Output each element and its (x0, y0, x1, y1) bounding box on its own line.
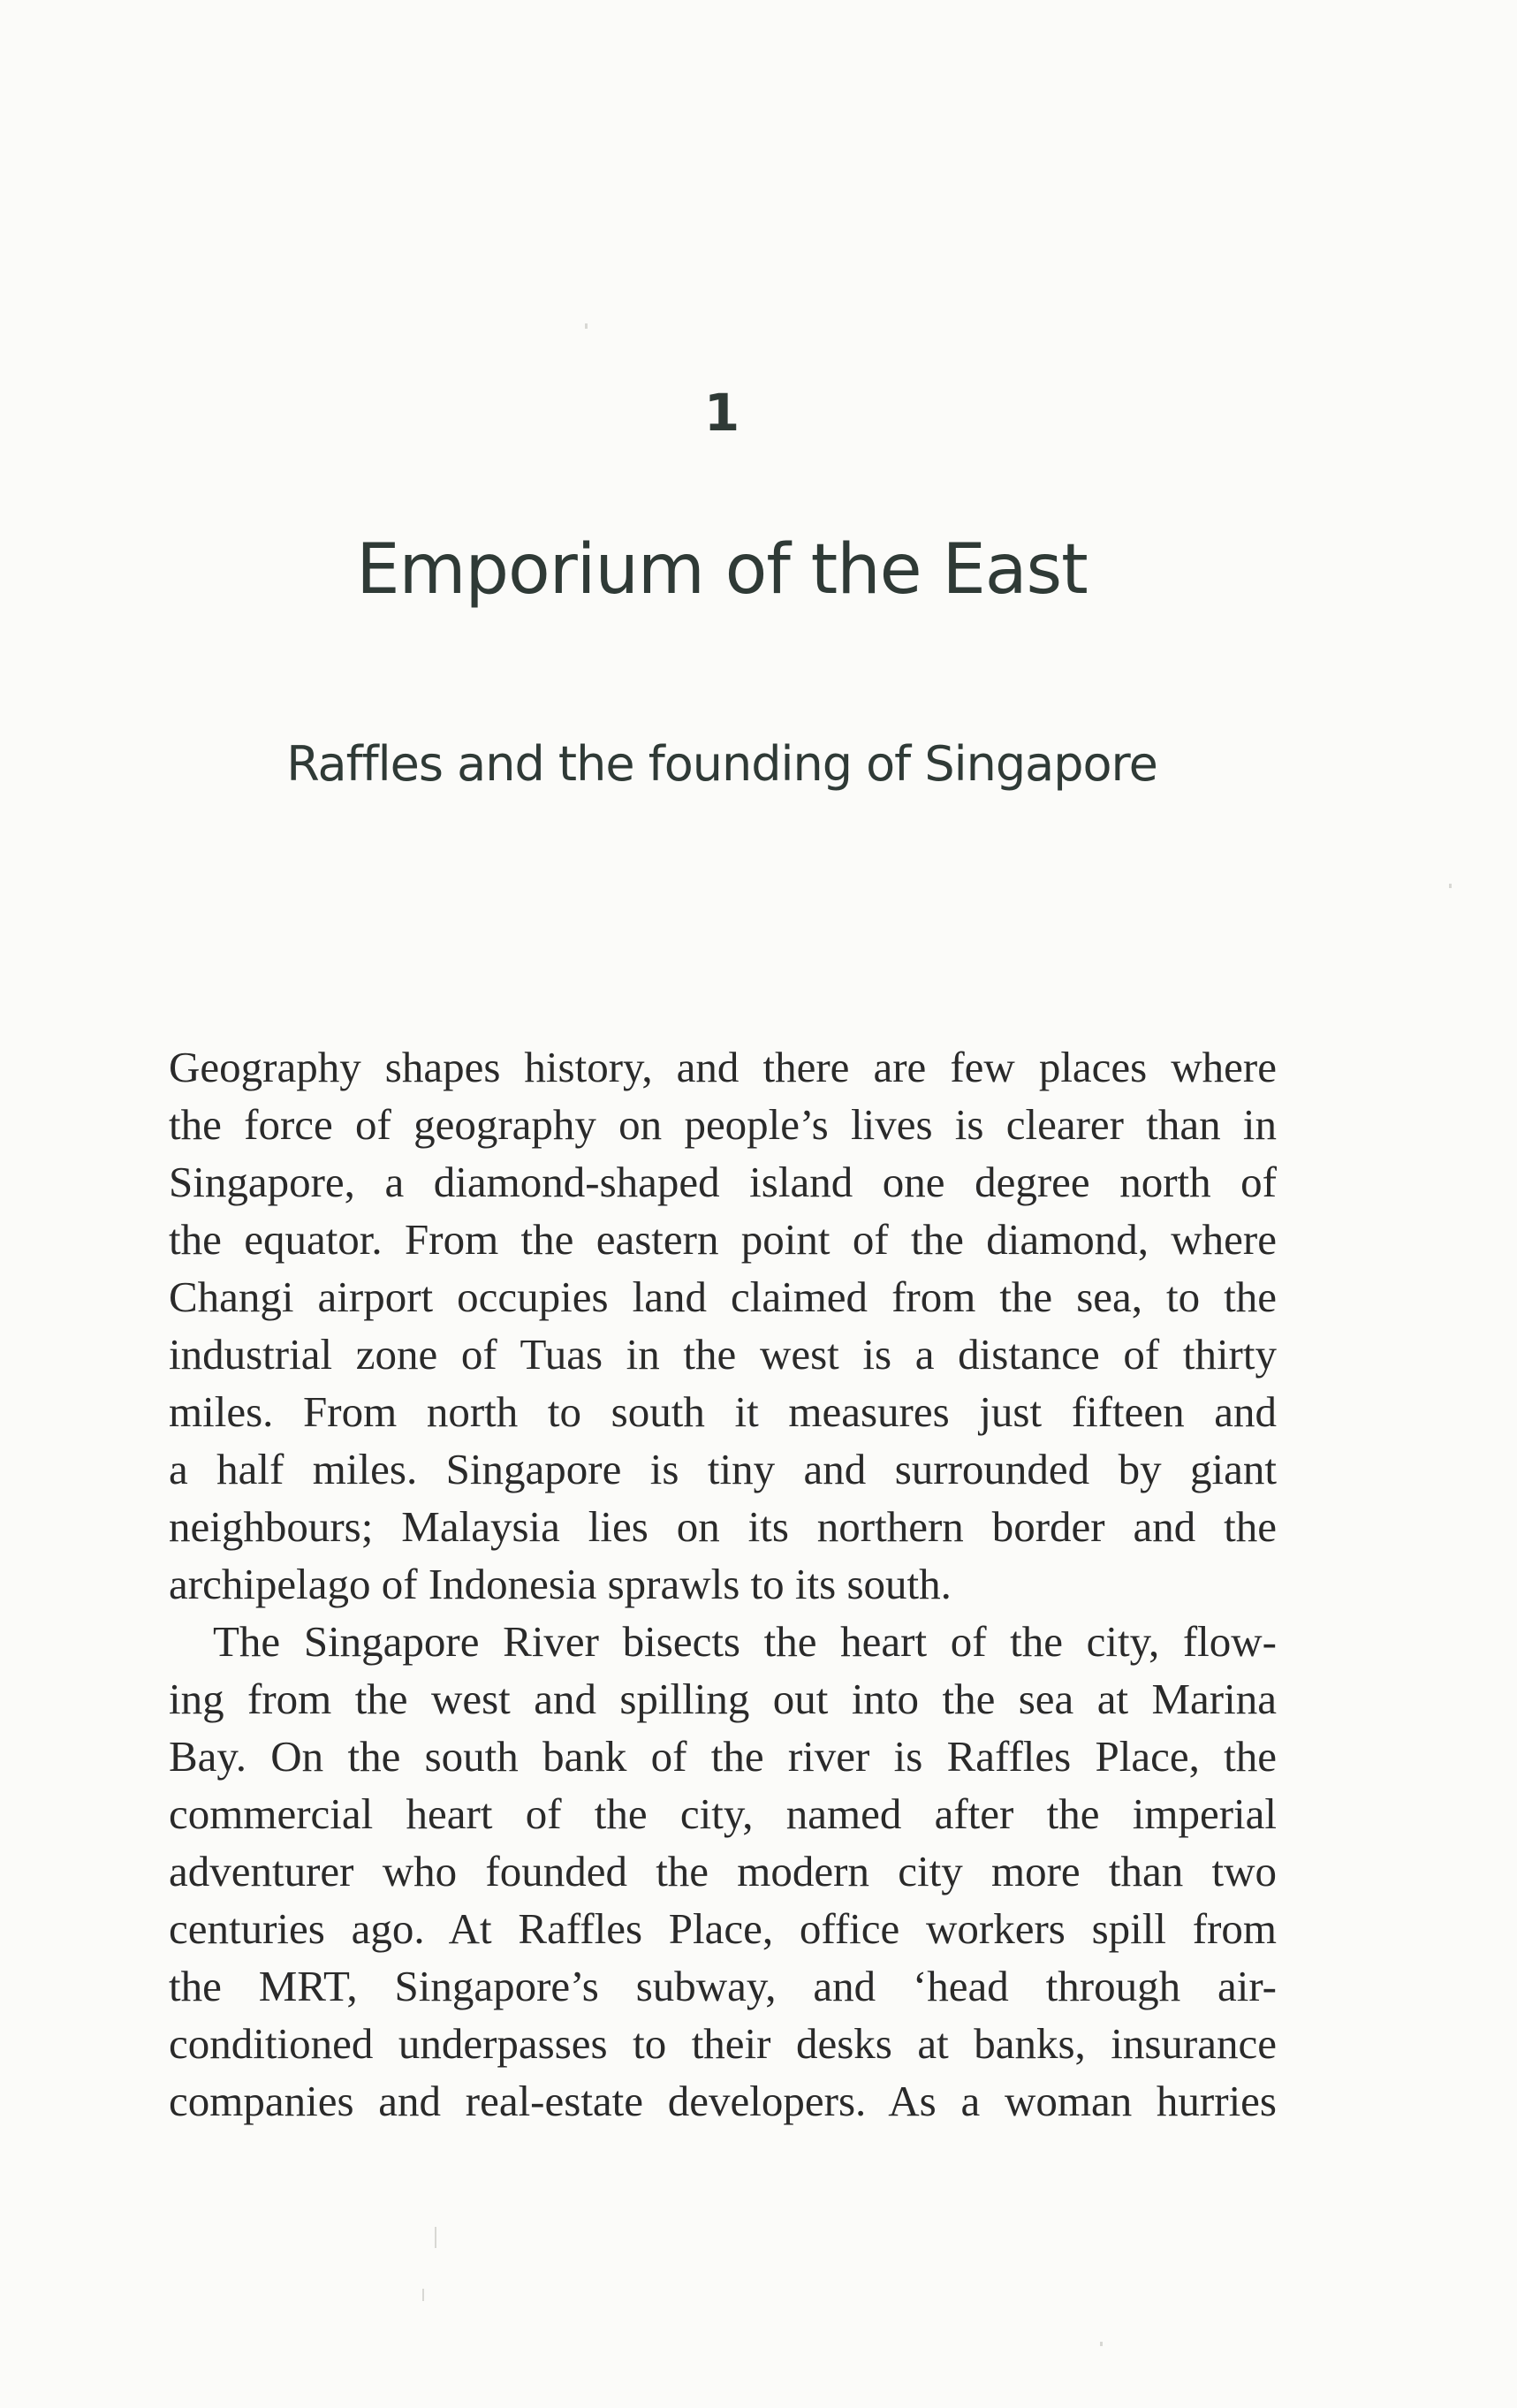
text-line: conditioned underpasses to their desks at banks, insurance (169, 2019, 1277, 2068)
paragraph-2 (169, 1613, 1277, 2130)
chapter-title: Emporium of the East (356, 530, 1088, 610)
text-line: ing from the west and spilling out into the sea at Marina (169, 1675, 1277, 1723)
text-line: centuries ago. At Raffles Place, office workers spill from (169, 1904, 1277, 1953)
text-line: a half miles. Singapore is tiny and surrounded by giant (169, 1445, 1277, 1493)
text-line: neighbours; Malaysia lies on its northern border and the (169, 1502, 1277, 1551)
text-line: Singapore, a diamond-shaped island one degree north of (169, 1158, 1277, 1206)
scan-speck (1449, 884, 1452, 888)
scan-speck (422, 2289, 424, 2301)
text-line: adventurer who founded the modern city more than two (169, 1847, 1277, 1895)
text-line: commercial heart of the city, named after the imperial (169, 1789, 1277, 1838)
scan-speck (435, 2227, 436, 2248)
scan-speck (1100, 2342, 1103, 2346)
text-line: archipelago of Indonesia sprawls to its south. (169, 1560, 952, 1608)
text-line: the equator. From the eastern point of the diamond, where (169, 1215, 1277, 1264)
chapter-number: 1 (703, 383, 740, 443)
text-line: companies and real-estate developers. As a woman hurries (169, 2077, 1277, 2125)
scan-speck (585, 323, 588, 329)
text-line: the force of geography on people’s lives is clearer than in (169, 1100, 1277, 1149)
text-line: The Singapore River bisects the heart of the city, flow- (213, 1617, 1277, 1666)
text-line: Geography shapes history, and there are few places where (169, 1043, 1277, 1091)
text-line: industrial zone of Tuas in the west is a distance of thirty (169, 1330, 1277, 1379)
text-line: Changi airport occupies land claimed from the sea, to the (169, 1272, 1277, 1321)
chapter-subtitle: Raffles and the founding of Singapore (286, 736, 1157, 792)
text-line: miles. From north to south it measures just fifteen and (169, 1387, 1277, 1436)
body-text (169, 1038, 1277, 2130)
text-line: Bay. On the south bank of the river is Raffles Place, the (169, 1732, 1277, 1781)
paragraph-1 (169, 1038, 1277, 1613)
text-line: the MRT, Singapore’s subway, and ‘head through air- (169, 1962, 1277, 2010)
